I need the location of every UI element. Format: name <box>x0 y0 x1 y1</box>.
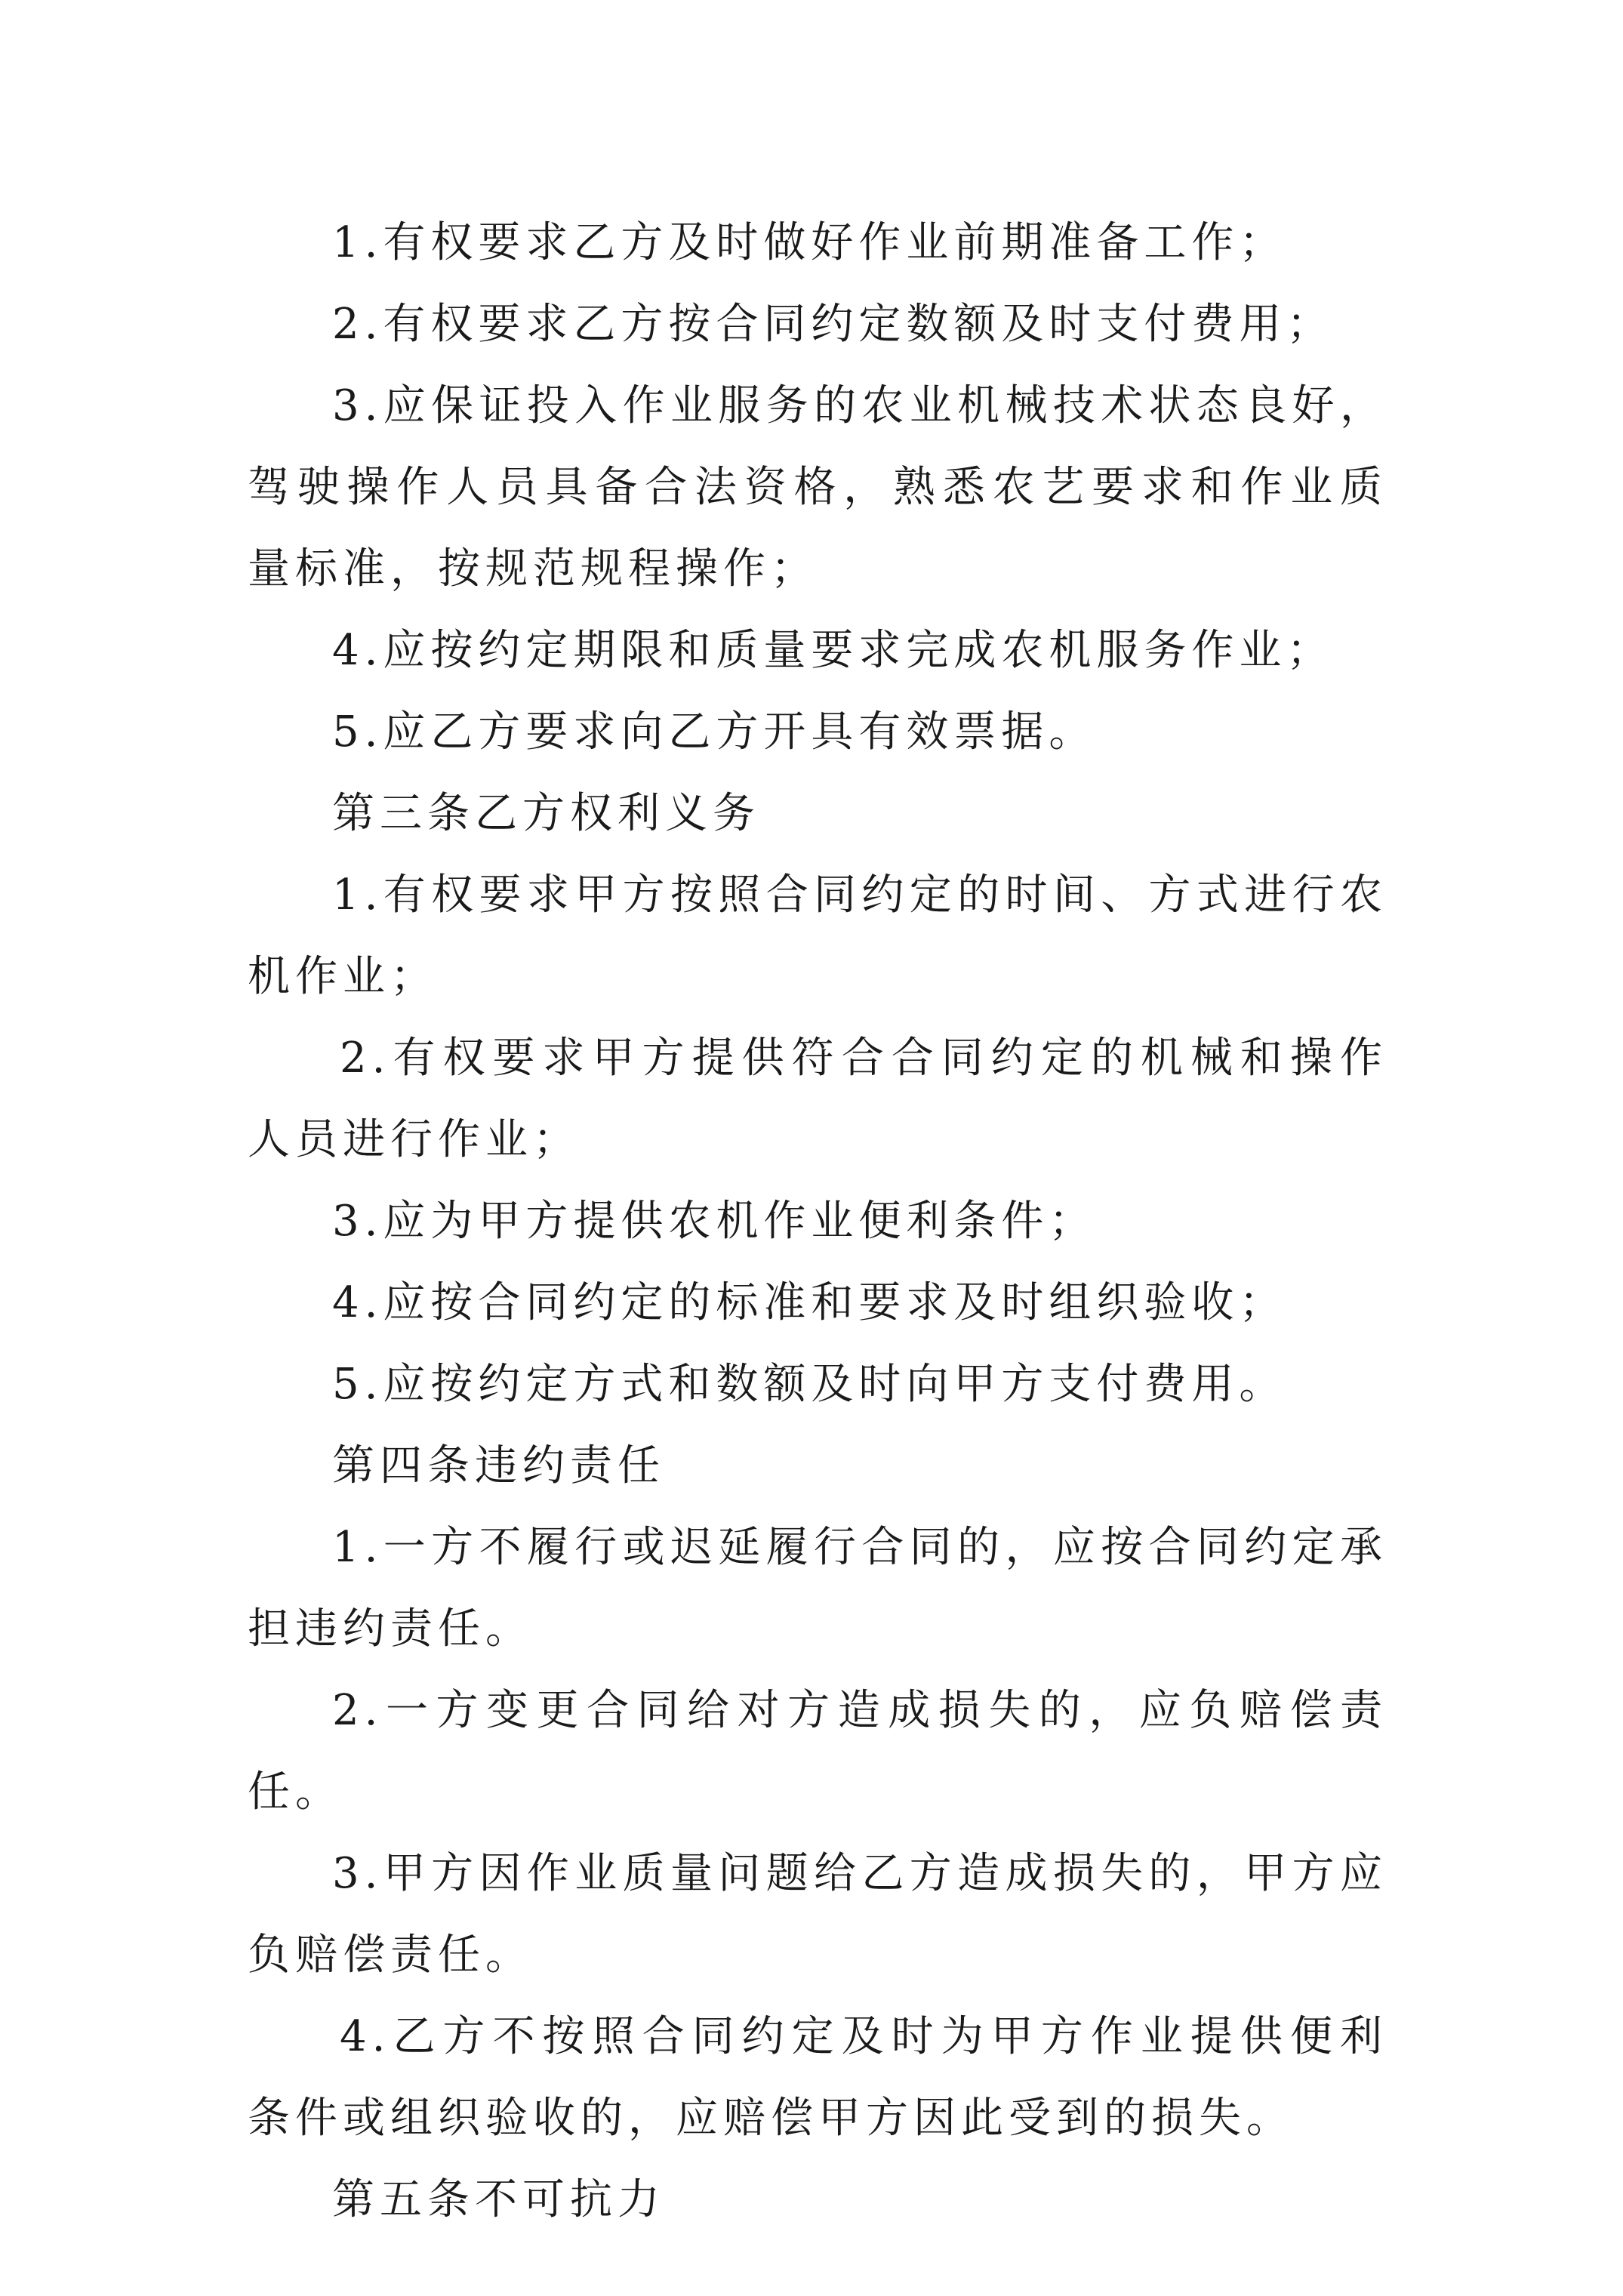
section-heading-4: 第四条违约责任 <box>332 1441 665 1490</box>
paragraph-3: 3.应保证投入作业服务的农业机械技术状态良好，驾驶操作人员具备合法资格，熟悉农艺要求和作业质量标准，按规范规程操作； <box>248 381 1387 593</box>
section-heading-3: 第三条乙方权利义务 <box>332 789 760 838</box>
paragraph-13: 3.甲方因作业质量问题给乙方造成损失的，甲方应负赔偿责任。 <box>248 1849 1387 1980</box>
paragraph-8: 3.应为甲方提供农机作业便利条件； <box>332 1197 1097 1246</box>
paragraph-6: 1.有权要求甲方按照合同约定的时间、方式进行农机作业； <box>248 871 1387 1001</box>
paragraph-5: 5.应乙方要求向乙方开具有效票据。 <box>332 707 1097 757</box>
paragraph-12: 2.一方变更合同给对方造成损失的，应负赔偿责任。 <box>248 1686 1387 1817</box>
paragraph-9: 4.应按合同约定的标准和要求及时组织验收； <box>332 1278 1287 1327</box>
paragraph-1: 1.有权要求乙方及时做好作业前期准备工作； <box>332 218 1287 267</box>
paragraph-14: 4.乙方不按照合同约定及时为甲方作业提供便利条件或组织验收的，应赔偿甲方因此受到的损失。 <box>248 2012 1387 2143</box>
paragraph-10: 5.应按约定方式和数额及时向甲方支付费用。 <box>332 1360 1287 1409</box>
paragraph-7: 2.有权要求甲方提供符合合同约定的机械和操作人员进行作业； <box>248 1034 1387 1164</box>
paragraph-2: 2.有权要求乙方按合同约定数额及时支付费用； <box>332 300 1335 349</box>
paragraph-11: 1.一方不履行或迟延履行合同的，应按合同约定承担违约责任。 <box>248 1523 1387 1653</box>
section-heading-5: 第五条不可抗力 <box>332 2175 665 2224</box>
document-body <box>248 202 1387 2241</box>
paragraph-4: 4.应按约定期限和质量要求完成农机服务作业； <box>332 626 1335 675</box>
